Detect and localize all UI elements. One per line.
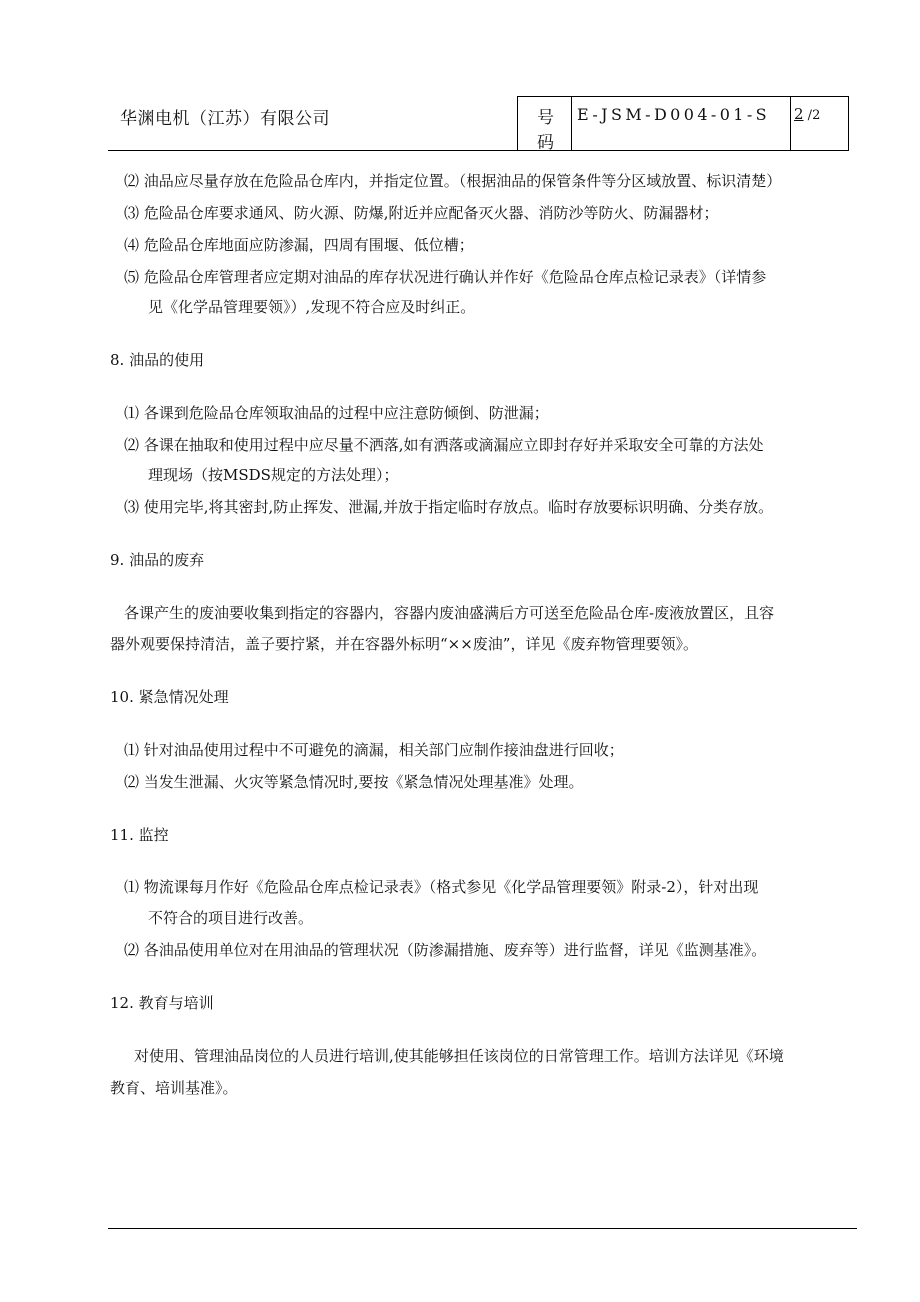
number-label-bottom: 码 bbox=[537, 133, 554, 153]
page-total: 2 bbox=[812, 108, 821, 123]
page-indicator bbox=[794, 105, 820, 123]
body-line: 教育、培训基准》。 bbox=[110, 1079, 238, 1097]
body-line: 见《化学品管理要领》）,发现不符合应及时纠正。 bbox=[148, 298, 476, 316]
document-code: E-JSM-D004-01-S bbox=[577, 105, 771, 124]
section-heading: 9. 油品的废弃 bbox=[110, 551, 205, 569]
body-line: 不符合的项目进行改善。 bbox=[148, 909, 314, 927]
body-line: ⑵ 各课在抽取和使用过程中应尽量不洒落,如有洒落或滴漏应立即封存好并采取安全可靠的方法处 bbox=[124, 436, 764, 454]
company-name: 华渊电机（江苏）有限公司 bbox=[120, 109, 330, 129]
body-line: ⑵ 各油品使用单位对在用油品的管理状况（防渗漏措施、废弃等）进行监督，详见《监测基准》。 bbox=[124, 941, 767, 959]
body-line: ⑵ 油品应尽量存放在危险品仓库内，并指定位置。（根据油品的保管条件等分区域放置、标识清楚） bbox=[124, 172, 782, 190]
body-line: 各课产生的废油要收集到指定的容器内，容器内废油盛满后方可送至危险品仓库-废液放置区，且容 bbox=[124, 604, 775, 622]
body-line: ⑸ 危险品仓库管理者应定期对油品的库存状况进行确认并作好《危险品仓库点检记录表》（详情参 bbox=[124, 268, 767, 286]
footer-rule bbox=[108, 1228, 857, 1229]
body-line: ⑵ 当发生泄漏、火灾等紧急情况时,要按《紧急情况处理基准》处理。 bbox=[124, 773, 584, 791]
body-line: ⑴ 物流课每月作好《危险品仓库点检记录表》（格式参见《化学品管理要领》附录-2），针对出现 bbox=[124, 878, 759, 896]
number-label-top: 号 bbox=[537, 108, 554, 128]
body-line: ⑶ 使用完毕,将其密封,防止挥发、泄漏,并放于指定临时存放点。临时存放要标识明确、分类存放。 bbox=[124, 498, 774, 516]
body-line: ⑴ 针对油品使用过程中不可避免的滴漏，相关部门应制作接油盘进行回收； bbox=[124, 741, 624, 759]
body-line: 理现场（按MSDS规定的方法处理）； bbox=[148, 466, 399, 484]
body-line: ⑴ 各课到危险品仓库领取油品的过程中应注意防倾倒、防泄漏； bbox=[124, 404, 549, 422]
header-rule bbox=[108, 150, 849, 151]
section-heading: 8. 油品的使用 bbox=[110, 351, 205, 369]
page-separator: / bbox=[803, 108, 813, 123]
section-heading: 11. 监控 bbox=[110, 826, 169, 844]
body-line: 对使用、管理油品岗位的人员进行培训,使其能够担任该岗位的日常管理工作。培训方法详见《环境 bbox=[134, 1047, 784, 1065]
page-current: 2 bbox=[794, 105, 804, 123]
body-line: ⑶ 危险品仓库要求通风、防火源、防爆,附近并应配备灭火器、消防沙等防火、防漏器材； bbox=[124, 204, 719, 222]
section-heading: 12. 教育与培训 bbox=[110, 994, 214, 1012]
body-line: ⑷ 危险品仓库地面应防渗漏，四周有围堰、低位槽； bbox=[124, 236, 474, 254]
body-line: 器外观要保持清洁，盖子要拧紧，并在容器外标明“××废油”，详见《废弃物管理要领》。 bbox=[110, 635, 698, 653]
section-heading: 10. 紧急情况处理 bbox=[110, 688, 229, 706]
